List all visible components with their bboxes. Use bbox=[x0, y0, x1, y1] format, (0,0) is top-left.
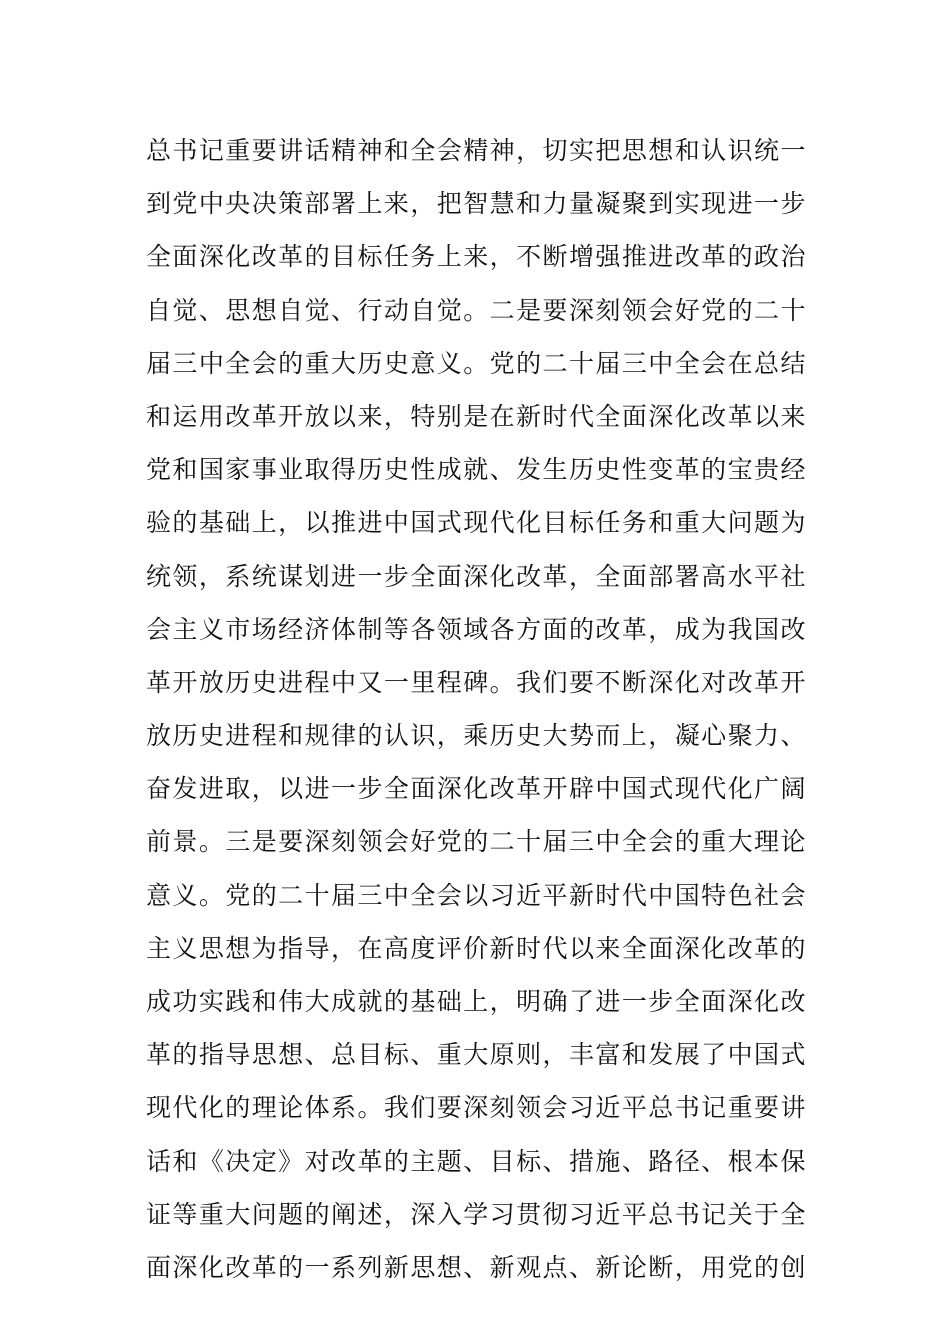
text-line: 意义。党的二十届三中全会以习近平新时代中国特色社会 bbox=[146, 880, 806, 910]
text-line: 全面深化改革的目标任务上来，不断增强推进改革的政治 bbox=[146, 242, 806, 272]
text-line: 自觉、思想自觉、行动自觉。二是要深刻领会好党的二十 bbox=[146, 295, 806, 325]
text-line: 和运用改革开放以来，特别是在新时代全面深化改革以来 bbox=[146, 401, 806, 431]
text-line: 会主义市场经济体制等各领域各方面的改革，成为我国改 bbox=[146, 614, 806, 644]
text-line: 党和国家事业取得历史性成就、发生历史性变革的宝贵经 bbox=[146, 455, 806, 485]
text-line: 证等重大问题的阐述，深入学习贯彻习近平总书记关于全 bbox=[146, 1199, 806, 1229]
body-paragraph bbox=[146, 124, 806, 1294]
text-line: 现代化的理论体系。我们要深刻领会习近平总书记重要讲 bbox=[146, 1093, 806, 1123]
text-line: 主义思想为指导，在高度评价新时代以来全面深化改革的 bbox=[146, 933, 806, 963]
text-line: 验的基础上，以推进中国式现代化目标任务和重大问题为 bbox=[146, 508, 806, 538]
text-line: 奋发进取，以进一步全面深化改革开辟中国式现代化广阔 bbox=[146, 774, 806, 804]
text-line: 革的指导思想、总目标、重大原则，丰富和发展了中国式 bbox=[146, 1040, 806, 1070]
text-line: 总书记重要讲话精神和全会精神，切实把思想和认识统一 bbox=[146, 136, 806, 165]
text-line: 统领，系统谋划进一步全面深化改革，全面部署高水平社 bbox=[146, 561, 806, 591]
text-line: 放历史进程和规律的认识，乘历史大势而上，凝心聚力、 bbox=[146, 721, 806, 751]
text-line: 届三中全会的重大历史意义。党的二十届三中全会在总结 bbox=[146, 348, 806, 378]
text-line: 成功实践和伟大成就的基础上，明确了进一步全面深化改 bbox=[146, 987, 806, 1016]
text-line: 革开放历史进程中又一里程碑。我们要不断深化对改革开 bbox=[146, 667, 806, 697]
text-line: 到党中央决策部署上来，把智慧和力量凝聚到实现进一步 bbox=[146, 189, 806, 219]
text-line: 面深化改革的一系列新思想、新观点、新论断，用党的创 bbox=[146, 1252, 806, 1282]
text-line: 前景。三是要深刻领会好党的二十届三中全会的重大理论 bbox=[146, 827, 806, 857]
text-line: 话和《决定》对改革的主题、目标、措施、路径、根本保 bbox=[146, 1146, 806, 1176]
